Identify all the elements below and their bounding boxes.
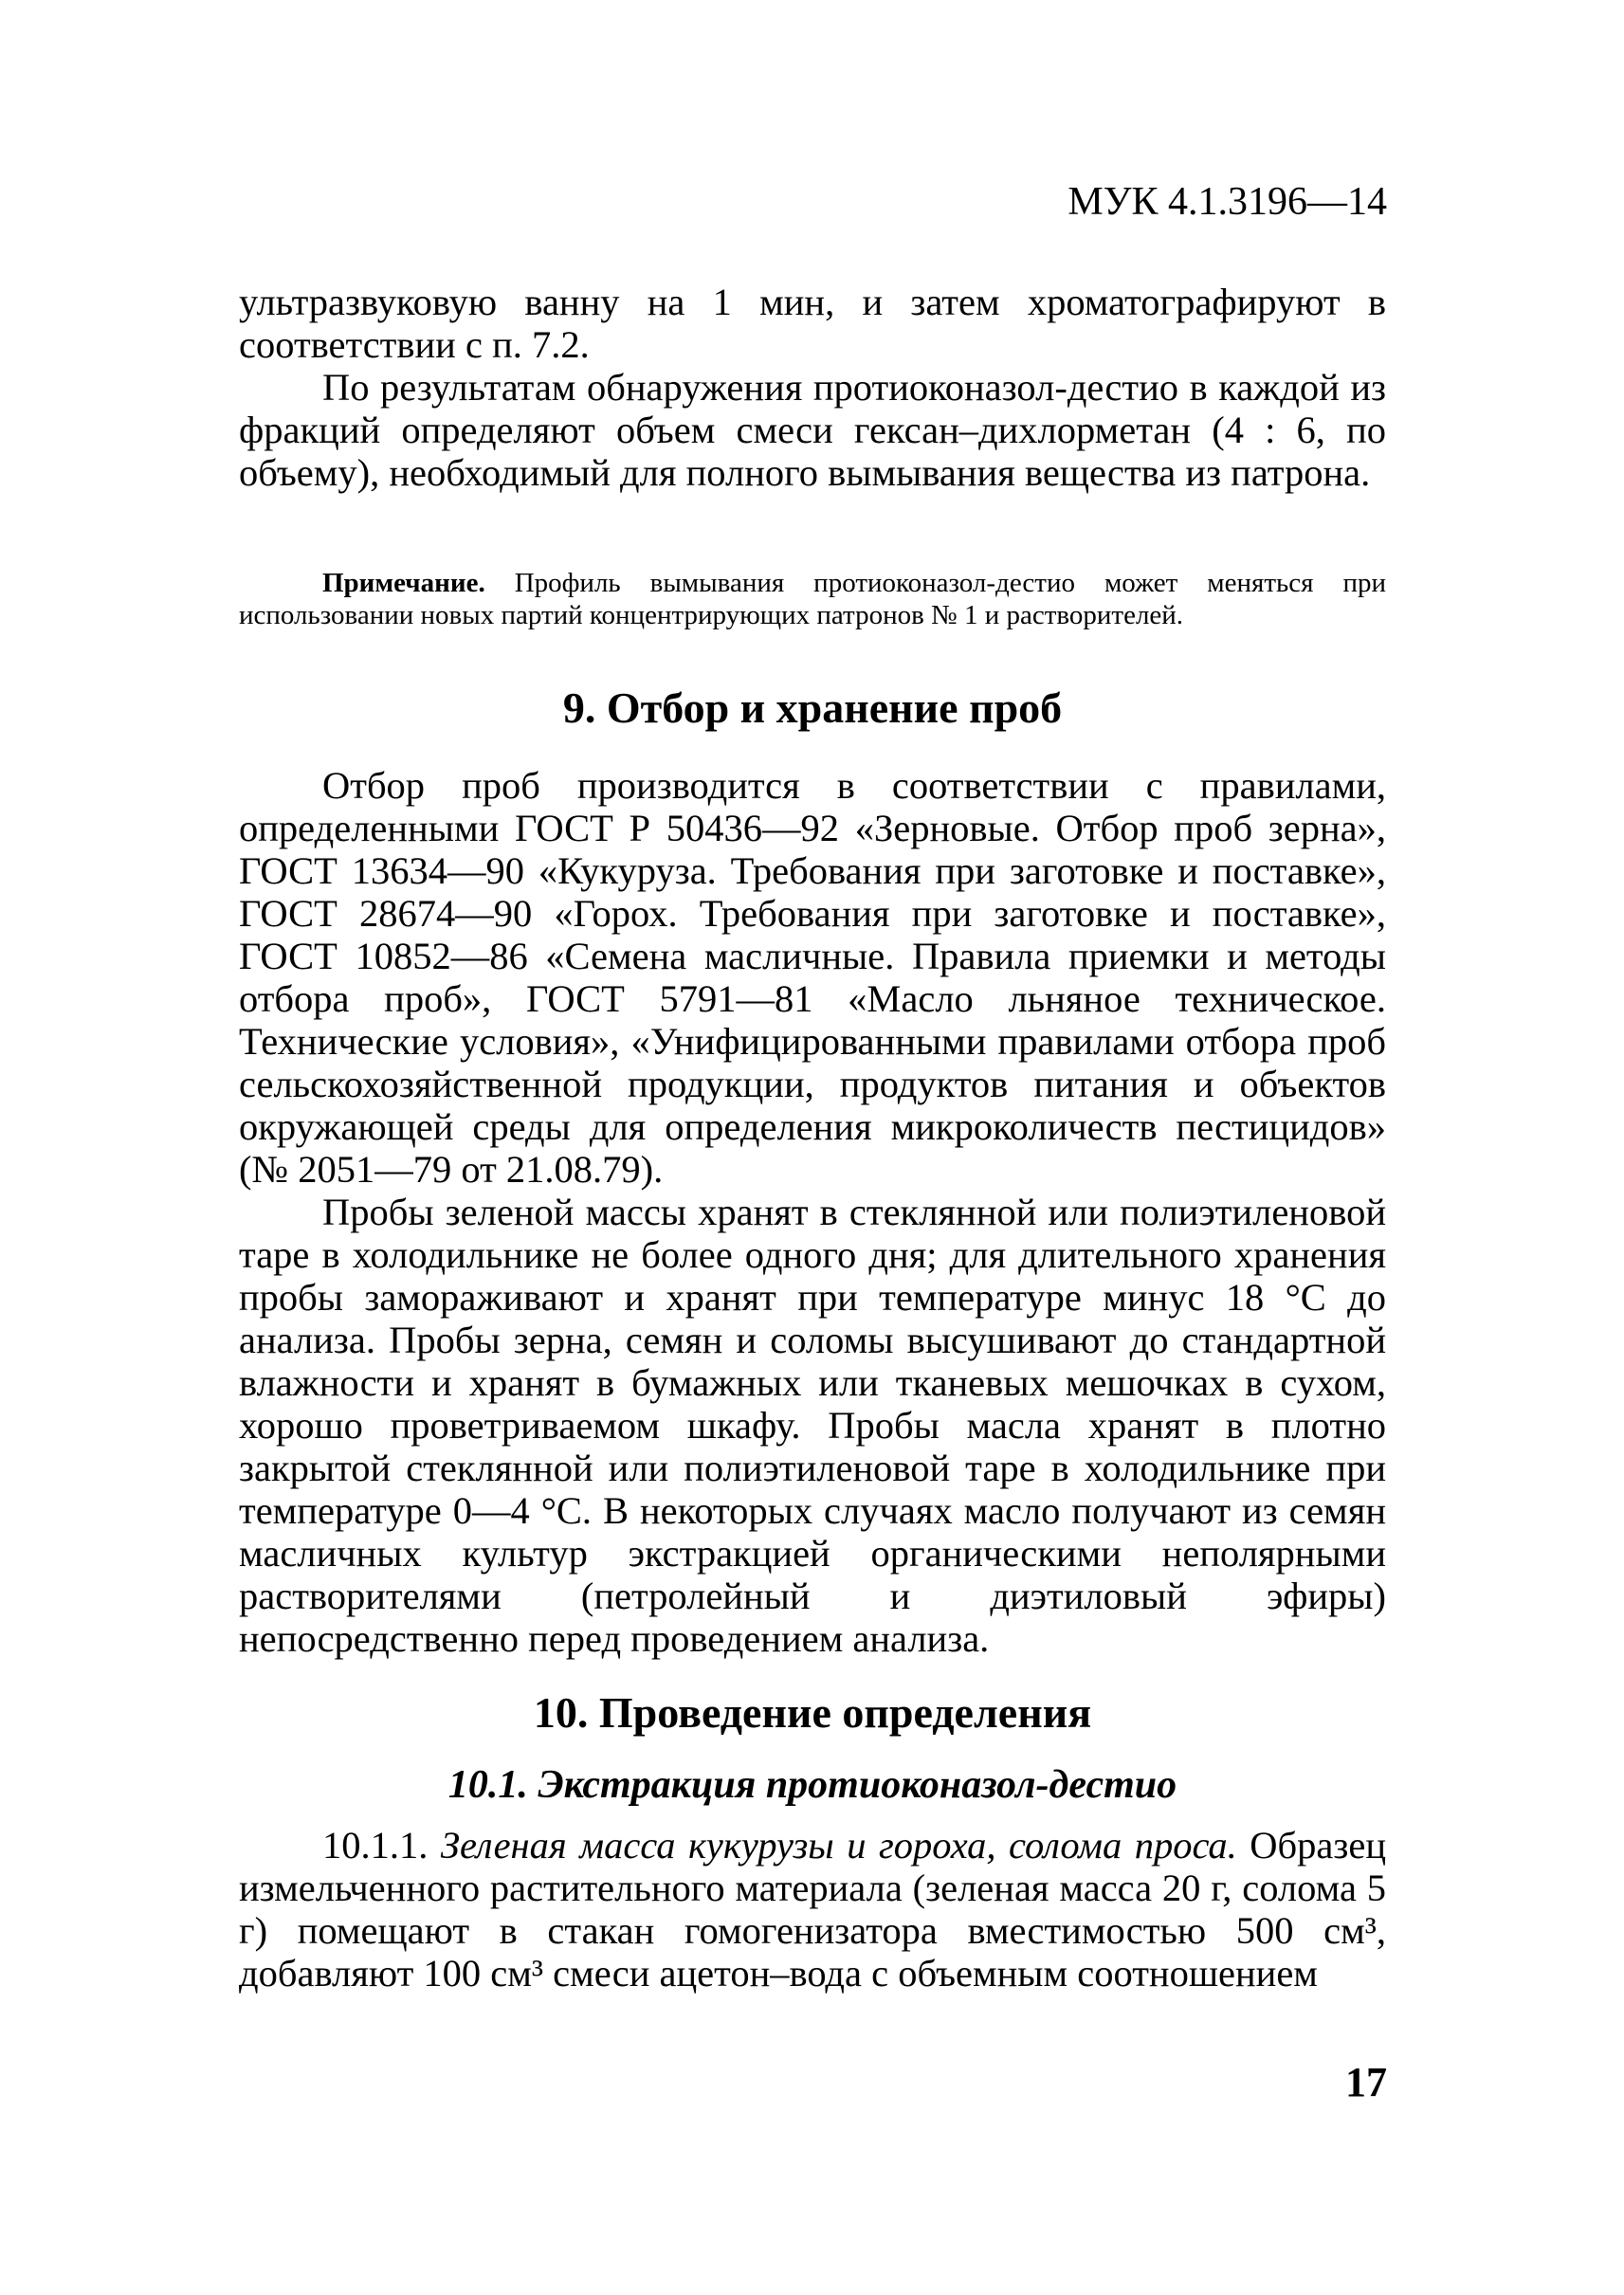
paragraph-storage: Пробы зеленой массы хранят в стеклянной или полиэтиленовой таре в холодильнике не более одного дня; для длительного хранения пробы замораживают и хранят при температуре минус 18 °С до анализа. Пробы зерна, семян и соломы высушивают до стандартной влажности и хранят в бумажных или тканевых мешочках в сухом, хорошо проветриваемом шкафу. Пробы масла хранят в плотно закрытой стеклянной или полиэтиленовой таре в холодильнике при температуре 0—4 °С. В некоторых случаях масло получают из семян масличных культур экстракцией органическими неполярными растворителями (петролейный и диэтиловый эфиры) непосредственно перед проведением анализа.: [239, 1191, 1386, 1660]
document-code: МУК 4.1.3196—14: [1067, 180, 1387, 224]
section10-title: 10. Проведение определения: [533, 1688, 1092, 1737]
clause-text: Образец измельченного растительного материала (зеленая масса 20 г, солома 5 г) помещают в стакан гомогенизатора вместимостью 500 см³, добавляют 100 см³ смеси ацетон–вода с объемным соотношением: [239, 1824, 1387, 1994]
paragraph-sampling: Отбор проб производится в соответствии с правилами, определенными ГОСТ Р 50436—92 «Зерновые. Отбор проб зерна», ГОСТ 13634—90 «Кукуруза. Требования при заготовке и поставке», ГОСТ 28674—90 «Горох. Требования при заготовке и поставке», ГОСТ 10852—86 «Семена масличные. Правила приемки и методы отбора проб», ГОСТ 5791—81 «Масло льняное техническое. Технические условия», «Унифицированными правилами отбора проб сельскохозяйственной продукции, продуктов питания и объектов окружающей среды для определения микроколичеств пестицидов» (№ 2051—79 от 21.08.79).: [239, 764, 1386, 1191]
clause-number: 10.1.1.: [322, 1824, 441, 1867]
note-text: Профиль вымывания протиоконазол-дестио может меняться при использовании новых партий концентрирующих патронов № 1 и растворителей.: [239, 568, 1386, 630]
note-block: [239, 567, 1386, 631]
section9-title: 9. Отбор и хранение проб: [562, 683, 1063, 732]
paragraph-green-mass: [239, 1824, 1386, 1994]
note-paragraph: [239, 567, 1386, 631]
page-number: 17: [1345, 2059, 1387, 2105]
section10-body: [239, 1824, 1386, 1994]
section9-body: [239, 764, 1386, 1660]
paragraph-ultrasound: ультразвуковую ванну на 1 мин, и затем хроматографируют в соответствии с п. 7.2.: [239, 281, 1386, 366]
clause-title-italic: Зеленая масса кукурузы и гороха, солома проса.: [440, 1824, 1237, 1867]
paragraph-fraction-results: По результатам обнаружения протиоконазол-дестио в каждой из фракций определяют объем смеси гексан–дихлорметан (4 : 6, по объему), необходимый для полного вымывания вещества из патрона.: [239, 366, 1386, 494]
note-label: Примечание.: [322, 568, 485, 598]
section10-1-subtitle: 10.1. Экстракция протиоконазол-дестио: [447, 1763, 1177, 1807]
section8-continuation: [239, 281, 1386, 494]
